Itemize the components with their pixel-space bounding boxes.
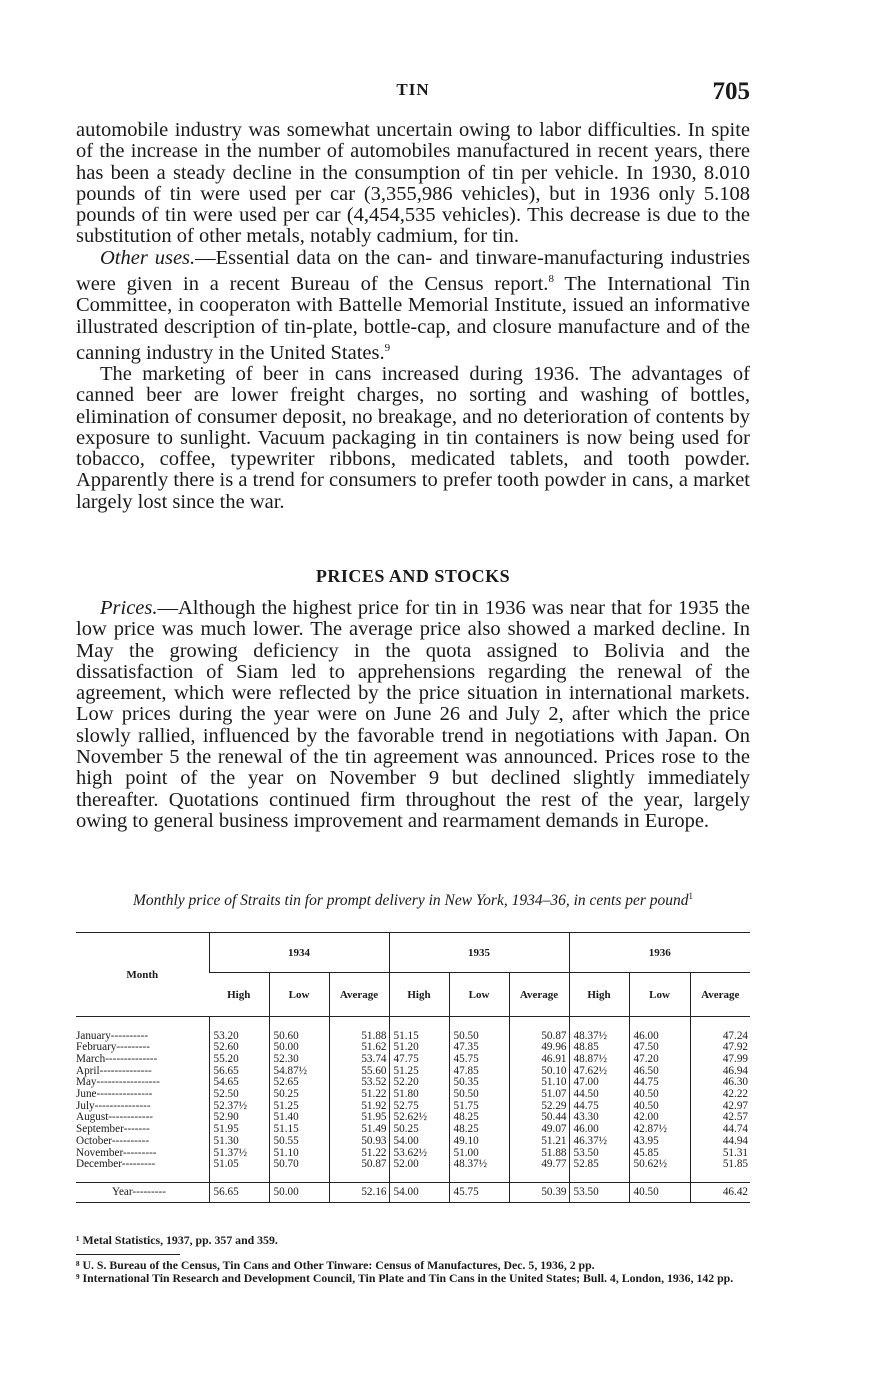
price-cell: 44.50 (569, 1089, 629, 1101)
price-cell: 52.85 (569, 1159, 629, 1171)
subheader-average: Average (509, 973, 569, 1017)
price-cell: 51.85 (690, 1159, 750, 1171)
price-cell: 50.00 (269, 1042, 329, 1054)
running-title: TIN (396, 80, 430, 99)
price-cell: 51.62 (329, 1042, 389, 1054)
other-uses-text-2: The International Tin Committee, in cooperaton with Battelle Memorial Institute, issued an informative illustrated description of tin-plate, bottle-cap, and closure manufacture and of the canning industry in the United States. (76, 272, 750, 364)
month-cell: July--------------- (76, 1100, 151, 1112)
price-cell: 54.00 (389, 1136, 449, 1148)
price-cell: 55.60 (329, 1066, 389, 1078)
price-cell: 51.20 (389, 1042, 449, 1054)
price-cell: 45.85 (629, 1148, 690, 1160)
page-number: 705 (712, 78, 750, 105)
price-cell: 47.75 (389, 1054, 449, 1066)
price-cell: 52.60 (209, 1042, 269, 1054)
subheader-high: High (389, 973, 449, 1017)
subheader-low: Low (629, 973, 690, 1017)
month-cell: December--------- (76, 1159, 156, 1171)
price-cell: 52.65 (269, 1077, 329, 1089)
price-cell: 53.50 (569, 1148, 629, 1160)
price-cell: 44.75 (569, 1101, 629, 1113)
price-cell: 54.65 (209, 1077, 269, 1089)
price-cell: 50.62½ (629, 1159, 690, 1171)
section-heading: PRICES AND STOCKS (315, 566, 511, 586)
subheader-high: High (569, 973, 629, 1017)
price-cell: 52.30 (269, 1054, 329, 1066)
price-cell: 51.25 (389, 1066, 449, 1078)
table-row (76, 1089, 750, 1101)
price-cell: 47.85 (449, 1066, 509, 1078)
table-year-header-row (76, 933, 750, 973)
price-cell: 51.92 (329, 1101, 389, 1113)
other-uses-lead: Other uses. (100, 246, 196, 269)
price-cell: 52.90 (209, 1112, 269, 1124)
price-cell: 51.05 (209, 1159, 269, 1171)
paragraph-beer-cans: The marketing of beer in cans increased during 1936. The advantages of canned beer are lower freight charges, no sorting and washing of bottles, elimination of consumer deposit, no breakage, and no deterioration of contents by exposure to sunlight. Vacuum packaging in tin containers is now being used for tobacco, coffee, typewriter ribbons, medicated tablets, and tooth powder. Apparently there is a trend for consumers to prefer tooth powder in cans, a market largely lost since the war. (76, 362, 750, 513)
price-cell: 42.97 (690, 1101, 750, 1113)
price-cell: 51.40 (269, 1112, 329, 1124)
price-cell: 47.20 (629, 1054, 690, 1066)
price-cell: 51.21 (509, 1136, 569, 1148)
price-cell: 51.10 (269, 1148, 329, 1160)
prices-text: —Although the highest price for tin in 1936 was near that for 1935 the low price was much lower. The average price also showed a marked decline. In May the growing deficiency in the quota assigned to Bolivia and the dissatisfaction of Siam led to apprehensions regarding the renewal of the agreement, which were reflected by the price situation in international markets. Low prices during the year were on June 26 and July 2, after which the price slowly rallied, influenced by the favorable trend in negotiations with Japan. On November 5 the renewal of the tin agreement was announced. Prices rose to the high point of the year on November 9 but declined slightly immediately thereafter. Quotations continued firm throughout the rest of the year, largely owing to general business improvement and rearmament demands in Europe. (76, 597, 750, 832)
price-cell: 52.62½ (389, 1112, 449, 1124)
body-section-prices (76, 598, 750, 832)
table-row (76, 1054, 750, 1066)
price-cell: 44.94 (690, 1136, 750, 1148)
paragraph-automobile: automobile industry was somewhat uncertain owing to labor difficulties. In spite of the increase in the number of automobiles manufactured in recent years, there has been a steady decline in the consumption of tin per vehicle. In 1930, 8.010 pounds of tin were used per car (3,355,986 vehicles), but in 1936 only 5.108 pounds of tin were used per car (4,454,535 vehicles). This decrease is due to the substitution of other metals, notably cadmium, for tin. (76, 119, 750, 248)
body-section-top (76, 120, 750, 513)
price-cell: 47.24 (690, 1031, 750, 1043)
price-cell: 51.22 (329, 1089, 389, 1101)
total-cell: 46.42 (690, 1183, 750, 1203)
price-cell: 46.00 (569, 1124, 629, 1136)
price-cell: 49.10 (449, 1136, 509, 1148)
month-column-header: Month (76, 933, 209, 1017)
year-header-1934: 1934 (209, 933, 389, 973)
month-cell: May----------------- (76, 1077, 160, 1089)
price-cell: 51.00 (449, 1148, 509, 1160)
table-total-row (76, 1183, 750, 1203)
total-cell: 50.00 (269, 1183, 329, 1203)
price-cell: 42.87½ (629, 1124, 690, 1136)
price-cell: 50.60 (269, 1031, 329, 1043)
price-cell: 51.49 (329, 1124, 389, 1136)
price-cell: 51.75 (449, 1101, 509, 1113)
price-cell: 47.50 (629, 1042, 690, 1054)
tin-price-table (76, 932, 750, 1203)
price-cell: 50.25 (389, 1124, 449, 1136)
price-cell: 47.92 (690, 1042, 750, 1054)
price-cell: 52.20 (389, 1077, 449, 1089)
total-cell: 50.39 (509, 1183, 569, 1203)
year-header-1935: 1935 (389, 933, 569, 973)
price-cell: 46.37½ (569, 1136, 629, 1148)
total-cell: 56.65 (209, 1183, 269, 1203)
month-cell: November--------- (76, 1147, 157, 1159)
table-body (76, 1017, 750, 1171)
price-cell: 43.30 (569, 1112, 629, 1124)
price-cell: 49.07 (509, 1124, 569, 1136)
price-cell: 51.15 (269, 1124, 329, 1136)
table-row (76, 1136, 750, 1148)
table-spacer-row (76, 1171, 750, 1183)
price-cell: 40.50 (629, 1089, 690, 1101)
month-cell: March-------------- (76, 1053, 158, 1065)
price-cell: 40.50 (629, 1101, 690, 1113)
footnote-ref-8: 8 (548, 273, 554, 286)
month-cell: January---------- (76, 1030, 149, 1042)
price-cell: 50.50 (449, 1031, 509, 1043)
price-cell: 50.55 (269, 1136, 329, 1148)
total-row-label: Year--------- (112, 1186, 166, 1199)
price-cell: 52.29 (509, 1101, 569, 1113)
price-cell: 49.77 (509, 1159, 569, 1171)
price-cell: 51.31 (690, 1148, 750, 1160)
month-cell: April-------------- (76, 1065, 152, 1077)
price-cell: 52.37½ (209, 1101, 269, 1113)
total-cell: 40.50 (629, 1183, 690, 1203)
price-cell: 47.99 (690, 1054, 750, 1066)
total-cell: 45.75 (449, 1183, 509, 1203)
price-cell: 48.85 (569, 1042, 629, 1054)
price-cell: 48.37½ (569, 1031, 629, 1043)
price-cell: 51.10 (509, 1077, 569, 1089)
price-cell: 53.20 (209, 1031, 269, 1043)
paragraph-other-uses (76, 248, 750, 364)
table-caption (76, 887, 750, 910)
price-cell: 50.87 (329, 1159, 389, 1171)
price-cell: 42.00 (629, 1112, 690, 1124)
price-cell: 52.00 (389, 1159, 449, 1171)
table-row (76, 1159, 750, 1171)
subheader-low: Low (449, 973, 509, 1017)
month-cell: June--------------- (76, 1089, 153, 1101)
price-cell: 48.87½ (569, 1054, 629, 1066)
price-cell: 46.50 (629, 1066, 690, 1078)
footnote-9: ⁹ International Tin Research and Development Council, Tin Plate and Tin Cans in the United States; Bull. 4, London, 1936, 142 pp. (76, 1271, 734, 1285)
price-cell: 53.74 (329, 1054, 389, 1066)
price-cell: 51.88 (509, 1148, 569, 1160)
price-cell: 46.30 (690, 1077, 750, 1089)
price-cell: 56.65 (209, 1066, 269, 1078)
total-cell: 54.00 (389, 1183, 449, 1203)
price-cell: 51.07 (509, 1089, 569, 1101)
price-cell: 48.37½ (449, 1159, 509, 1171)
price-cell: 45.75 (449, 1054, 509, 1066)
year-header-1936: 1936 (569, 933, 750, 973)
price-cell: 48.25 (449, 1112, 509, 1124)
price-cell: 50.70 (269, 1159, 329, 1171)
price-cell: 47.62½ (569, 1066, 629, 1078)
prices-lead: Prices. (100, 597, 158, 619)
price-cell: 50.87 (509, 1031, 569, 1043)
subheader-low: Low (269, 973, 329, 1017)
price-cell: 49.96 (509, 1042, 569, 1054)
price-cell: 50.44 (509, 1112, 569, 1124)
price-cell: 50.25 (269, 1089, 329, 1101)
other-uses-text: —Essential data on the can- and tinware-manufacturing industries were given in a recent Bureau of the Census report. (76, 246, 751, 295)
price-cell: 50.93 (329, 1136, 389, 1148)
table-caption-text: Monthly price of Straits tin for prompt delivery in New York, 1934–36, in cents per pound (132, 892, 689, 910)
subheader-high: High (227, 988, 251, 1001)
total-cell: 53.50 (569, 1183, 629, 1203)
price-cell: 46.91 (509, 1054, 569, 1066)
price-cell: 51.80 (389, 1089, 449, 1101)
page-header (76, 78, 750, 110)
total-cell: 52.16 (329, 1183, 389, 1203)
table-footnote: ¹ Metal Statistics, 1937, pp. 357 and 359. (76, 1233, 278, 1247)
footnote-ref-9: 9 (384, 341, 391, 354)
price-cell: 53.62½ (389, 1148, 449, 1160)
price-cell: 42.57 (690, 1112, 750, 1124)
price-cell: 51.88 (329, 1031, 389, 1043)
paragraph-prices (76, 598, 750, 832)
price-cell: 51.30 (209, 1136, 269, 1148)
price-cell: 47.35 (449, 1042, 509, 1054)
footnote-8: ⁸ U. S. Bureau of the Census, Tin Cans and Other Tinware: Census of Manufactures, Dec. 5, 1936, 2 pp. (76, 1258, 595, 1272)
price-cell: 44.75 (629, 1077, 690, 1089)
price-cell: 47.00 (569, 1077, 629, 1089)
price-cell: 46.00 (629, 1031, 690, 1043)
price-cell: 52.50 (209, 1089, 269, 1101)
month-cell: February--------- (76, 1042, 150, 1054)
price-cell: 43.95 (629, 1136, 690, 1148)
price-cell: 52.75 (389, 1101, 449, 1113)
price-cell: 50.35 (449, 1077, 509, 1089)
table-total-body (76, 1171, 750, 1203)
month-cell: September------- (76, 1124, 150, 1136)
month-cell: October---------- (76, 1135, 150, 1147)
price-cell: 53.52 (329, 1077, 389, 1089)
table-spacer-row (76, 1017, 750, 1031)
price-cell: 42.22 (690, 1089, 750, 1101)
price-cell: 51.95 (329, 1112, 389, 1124)
month-cell: August------------ (76, 1112, 154, 1124)
footnote-ref-1: 1 (688, 891, 694, 901)
price-cell: 51.95 (209, 1124, 269, 1136)
price-cell: 50.50 (449, 1089, 509, 1101)
price-cell: 46.94 (690, 1066, 750, 1078)
price-cell: 44.74 (690, 1124, 750, 1136)
price-cell: 48.25 (449, 1124, 509, 1136)
price-cell: 55.20 (209, 1054, 269, 1066)
price-cell: 54.87½ (269, 1066, 329, 1078)
subheader-average: Average (690, 973, 750, 1017)
price-cell: 51.15 (389, 1031, 449, 1043)
footnote-divider (76, 1254, 180, 1255)
price-cell: 51.22 (329, 1148, 389, 1160)
price-cell: 51.37½ (209, 1148, 269, 1160)
subheader-average: Average (329, 973, 389, 1017)
price-cell: 51.25 (269, 1101, 329, 1113)
price-cell: 50.10 (509, 1066, 569, 1078)
